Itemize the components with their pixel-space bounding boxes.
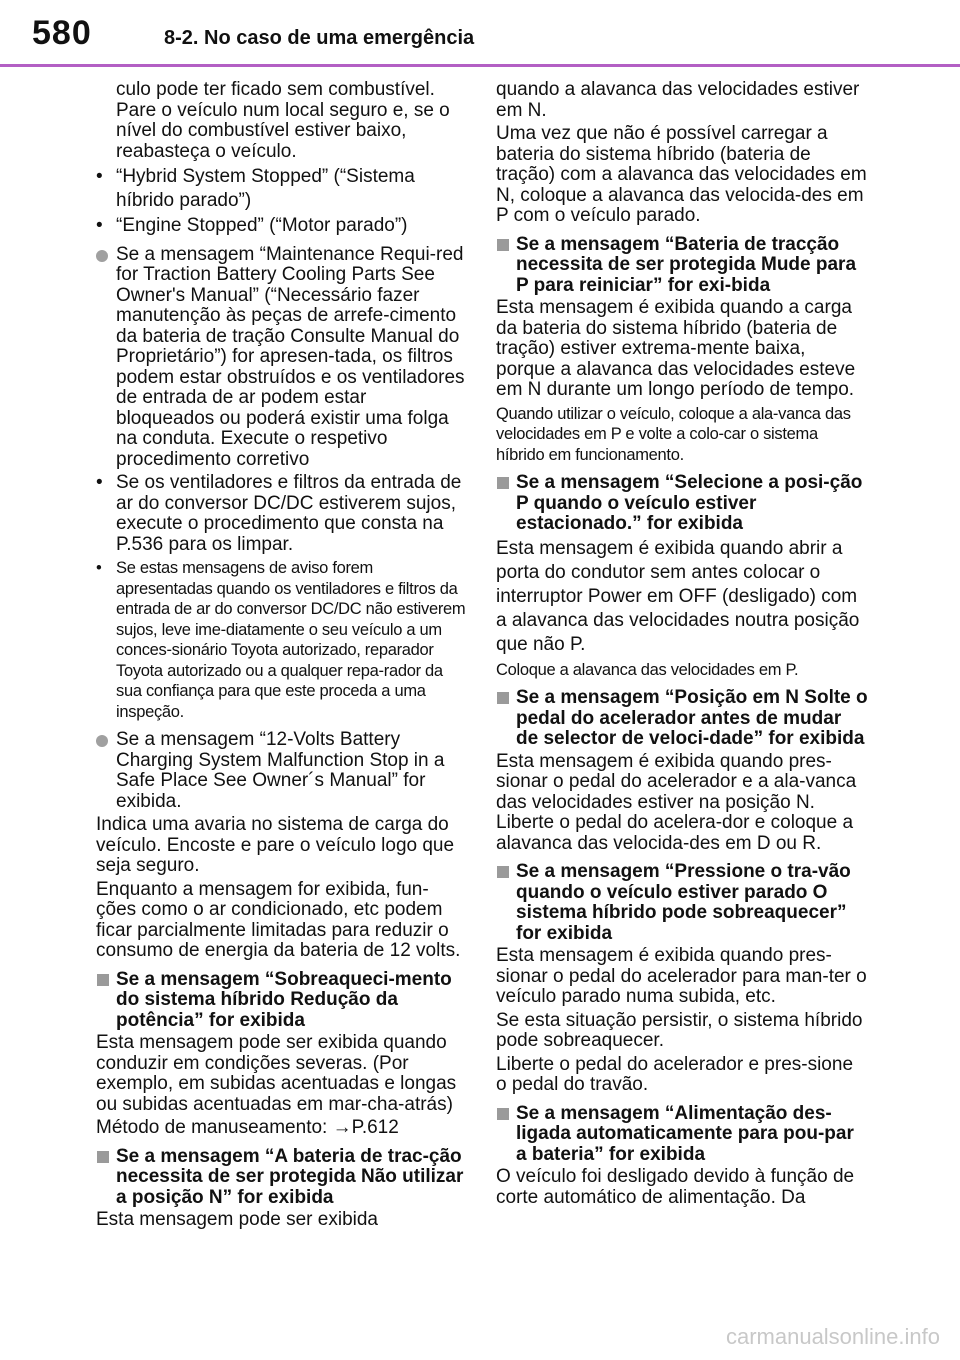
body-paragraph: Uma vez que não é possível carregar a bateria do sistema híbrido (bateria de tração) com a alavanca das velocidades em N, coloque a alavanca das velocida-des em P com o veículo parado. [496, 123, 867, 226]
body-paragraph: Esta mensagem é exibida quando pres-sionar o pedal do acelerador para man-ter o veículo parado numa subida, etc. [496, 945, 867, 1007]
circle-bullet-icon [96, 735, 108, 747]
left-column [96, 80, 468, 1234]
body-paragraph: Liberte o pedal do acelerador e pres-sione o pedal do travão. [496, 1053, 854, 1095]
section-heading-text: Se a mensagem “A bateria de trac-ção necessita de ser protegida Não utilizar a posição N” for exibida [116, 1145, 464, 1208]
dot-item-text: Se a mensagem “12-Volts Battery Charging System Malfunction Stop in a Safe Place See Owner´s Manual” for exibida. [116, 729, 445, 812]
header-divider [0, 64, 960, 67]
square-bullet-icon [497, 239, 509, 251]
right-column [496, 80, 868, 1211]
body-paragraph: Esta mensagem é exibida quando pres-sionar o pedal do acelerador e a ala-vanca das velocidades estiver na posição N. Liberte o pedal do acelera-dor e coloque a alavanca das velocida-des em D ou R. [496, 750, 857, 854]
section-heading [496, 688, 868, 750]
page-header [0, 0, 960, 70]
section-heading-text: Se a mensagem “Posição em N Solte o pedal do acelerador antes de mudar de selector de veloci-dade” for exibida [516, 687, 868, 749]
section-heading [96, 1147, 468, 1209]
dot-item-text: Se a mensagem “Maintenance Requi-red for Traction Battery Cooling Parts See Owner's Manual” (“Necessário fazer manutenção às peças de arrefe-cimento da bateria de tração Consulte Manual do Proprietário”) for apresen-tada, os filtros podem estar obstruídos e os ventiladores de entrada de ar podem estar bloqueados ou poderá existir uma folga na conduta. Execute o respetivo procedimento corretivo [116, 243, 465, 470]
square-bullet-icon [497, 692, 509, 704]
section-heading [496, 1104, 868, 1166]
handling-method-label: Método de manuseamento: [96, 1117, 333, 1138]
section-heading [496, 473, 868, 535]
chapter-title: 8-2. No caso de uma emergência [164, 27, 475, 49]
bullet-marker-icon: • [96, 166, 103, 187]
bullet-marker-icon: • [96, 472, 103, 493]
page-number: 580 [32, 14, 92, 52]
body-paragraph: O veículo foi desligado devido à função de corte automático de alimentação. Da [496, 1166, 855, 1208]
sub-bullet [96, 216, 468, 237]
body-paragraph: Esta mensagem é exibida quando abrir a porta do condutor sem antes colocar o interruptor Power em OFF (desligado) com a alavanca das velocidades noutra posição que não P. [496, 537, 860, 655]
sub-bullet [96, 165, 468, 213]
section-heading-text: Se a mensagem “Sobreaqueci-mento do sistema híbrido Redução da potência” for exibida [116, 968, 452, 1031]
section-heading-text: Se a mensagem “Alimentação des-ligada automaticamente para pou-par a bateria” for exibida [516, 1102, 854, 1165]
sub-bullet-text: “Engine Stopped” (“Motor parado”) [116, 215, 408, 236]
dot-item [96, 730, 468, 812]
square-bullet-icon [497, 477, 509, 489]
body-paragraph: Se esta situação persistir, o sistema híbrido pode sobreaquecer. [496, 1009, 863, 1051]
section-heading [496, 862, 868, 944]
sub-bullet-text: Se os ventiladores e filtros da entrada de ar do conversor DC/DC estiverem sujos, execute o procedimento que consta na P.536 para os limpar. [116, 472, 462, 555]
dot-item [96, 245, 468, 471]
sub-bullet-text: “Hybrid System Stopped” (“Sistema híbrido parado”) [116, 166, 415, 211]
sub-bullet [96, 473, 468, 555]
note-paragraph: Coloque a alavanca das velocidades em P. [496, 660, 799, 679]
continued-paragraph: culo pode ter ficado sem combustível. Pare o veículo num local seguro e, se o nível do combustível estiver baixo, reabasteça o veículo. [116, 79, 450, 162]
body-paragraph: Esta mensagem é exibida quando a carga da bateria do sistema híbrido (bateria de tração) estiver extrema-mente baixa, porque a alavanca das velocidades esteve em N durante um longo período de tempo. [496, 297, 856, 400]
sub-bullet [96, 558, 468, 722]
body-paragraph: Enquanto a mensagem for exibida, fun-ções como o ar condicionado, etc podem ficar parcialmente limitadas para reduzir o consumo de energia da bateria de 12 volts. [96, 878, 461, 961]
body-paragraph: quando a alavanca das velocidades estiver em N. [496, 79, 860, 121]
square-bullet-icon [497, 866, 509, 878]
note-paragraph: Quando utilizar o veículo, coloque a ala-vanca das velocidades em P e volte a colo-car o sistema híbrido em funcionamento. [496, 404, 851, 464]
section-heading-text: Se a mensagem “Selecione a posi-ção P quando o veículo estiver estacionado.” for exibida [516, 472, 863, 534]
square-bullet-icon [97, 1151, 109, 1163]
section-heading [496, 235, 868, 297]
sub-bullet-text: Se estas mensagens de aviso forem apresentadas quando os ventiladores e filtros da entrada de ar do conversor DC/DC não estiverem sujos, leve ime-diatamente o seu veículo a um conces-sionário Toyota autorizado, reparador Toyota autorizado ou a qualquer repa-rador da sua confiança para que este proceda a uma inspeção. [116, 559, 466, 721]
body-paragraph: Indica uma avaria no sistema de carga do veículo. Encoste e pare o veículo logo que seja seguro. [96, 814, 455, 876]
body-paragraph [96, 1118, 468, 1139]
section-heading-text: Se a mensagem “Pressione o tra-vão quando o veículo estiver parado O sistema híbrido pode sobreaquecer” for exibida [516, 861, 851, 944]
body-paragraph: Esta mensagem pode ser exibida [96, 1209, 378, 1230]
bullet-marker-icon: • [96, 215, 103, 236]
circle-bullet-icon [96, 250, 108, 262]
bullet-marker-icon: • [96, 559, 102, 577]
section-heading-text: Se a mensagem “Bateria de tracção necessita de ser protegida Mude para P para reiniciar” for exi-bida [516, 233, 857, 296]
page-reference-link[interactable]: →P.612 [332, 1117, 399, 1138]
square-bullet-icon [97, 974, 109, 986]
section-heading [96, 970, 468, 1032]
square-bullet-icon [497, 1108, 509, 1120]
site-watermark: carmanualsonline.info [725, 1324, 940, 1349]
body-paragraph: Esta mensagem pode ser exibida quando conduzir em condições severas. (Por exemplo, em subidas acentuadas e longas ou subidas acentuadas em mar-cha-atrás) [96, 1032, 457, 1115]
